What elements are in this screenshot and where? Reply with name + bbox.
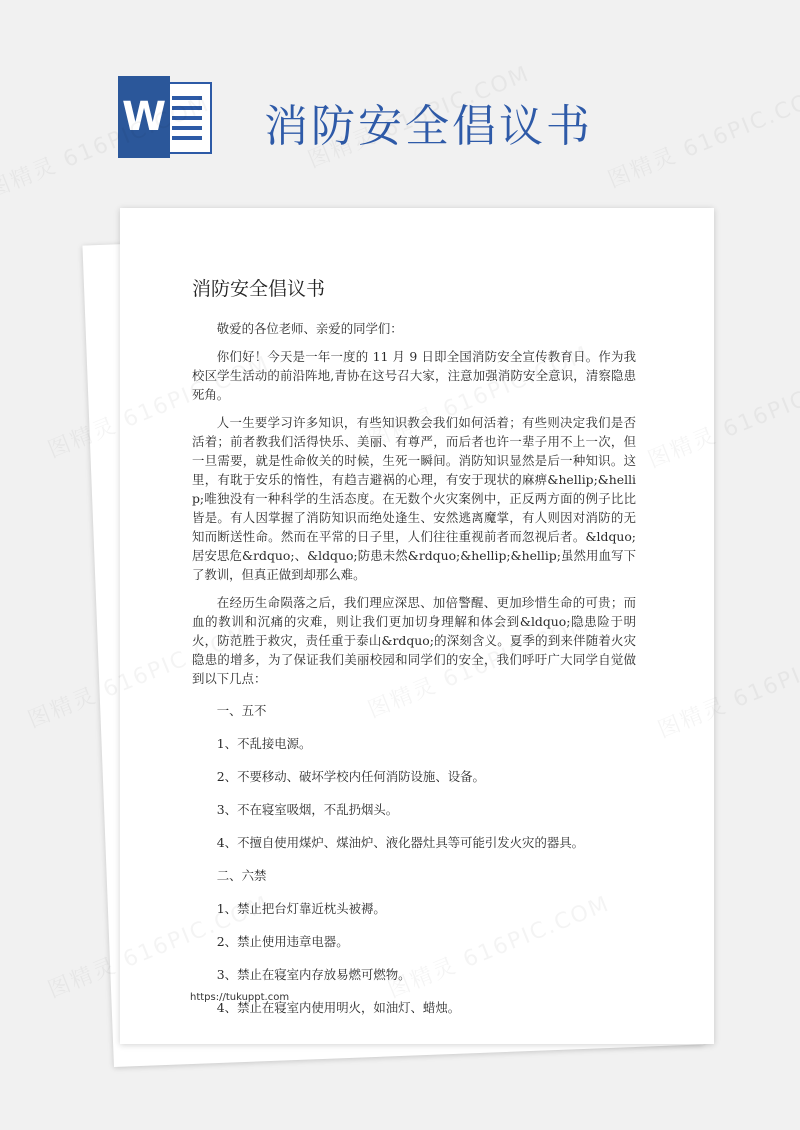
list-item: 4、禁止在寝室内使用明火，如油灯、蜡烛。 xyxy=(216,1000,461,1015)
banner xyxy=(118,72,678,162)
document-page xyxy=(120,208,714,1044)
greeting: 敬爱的各位老师、亲爱的同学们： xyxy=(216,321,403,336)
list-item: 2、不要移动、破坏学校内任何消防设施、设备。 xyxy=(216,769,485,784)
list-item: 3、不在寝室吸烟，不乱扔烟头。 xyxy=(216,802,399,817)
paragraph: 你们好！今天是一年一度的 11 月 9 日即全国消防安全宣传教育日。作为我校区学生活动的前沿阵地,青协在这号召大家，注意加强消防安全意识，清察隐患死角。 xyxy=(192,349,636,402)
section-heading: 一、五不 xyxy=(216,703,267,718)
word-icon-letter: W xyxy=(118,76,170,158)
list-item: 1、禁止把台灯靠近枕头被褥。 xyxy=(216,901,386,916)
paragraph: 人一生要学习许多知识，有些知识教会我们如何活着；有些则决定我们是否活着；前者教我们活得快乐、美丽、有尊严，而后者也许一辈子用不上一次，但一旦需要，就是性命攸关的时候，生死一瞬间。消防知识显然是后一种知识。这里，有耽于安乐的惰性，有趋吉避祸的心理，有安于现状的麻痹&hellip;&hellip;唯独没有一种科学的生活态度。在无数个火灾案例中，正反两方面的例子比比皆是。有人因掌握了消防知识而绝处逢生、安然逃离魔掌，有人则因对消防的无知而断送性命。然而在平常的日子里，人们往往重视前者而忽视后者。&ldquo;居安思危&rdquo;、&ldquo;防患未然&rdquo;&hellip;&hellip;虽然用血写下了教训，但真正做到却那么难。 xyxy=(192,415,636,582)
document-content xyxy=(192,280,636,1031)
banner-title: 消防安全倡议书 xyxy=(264,101,593,152)
section-heading: 二、六禁 xyxy=(216,868,267,883)
document-title: 消防安全倡议书 xyxy=(192,278,326,300)
list-item: 4、不擅自使用煤炉、煤油炉、液化器灶具等可能引发火灾的器具。 xyxy=(216,835,585,850)
list-item: 2、禁止使用违章电器。 xyxy=(216,934,349,949)
list-item: 3、禁止在寝室内存放易燃可燃物。 xyxy=(216,967,411,982)
footer-url[interactable]: https://tukuppt.com xyxy=(190,992,290,1003)
word-icon xyxy=(118,76,214,158)
list-item: 1、不乱接电源。 xyxy=(216,736,312,751)
paragraph: 在经历生命陨落之后，我们理应深思、加倍警醒、更加珍惜生命的可贵；而血的教训和沉痛的灾难，则让我们更加切身理解和体会到&ldquo;隐患险于明火，防范胜于救灾，责任重于泰山&rdquo;的深刻含义。夏季的到来伴随着火灾隐患的增多，为了保证我们美丽校园和同学们的安全，我们呼吁广大同学自觉做到以下几点： xyxy=(192,595,636,686)
